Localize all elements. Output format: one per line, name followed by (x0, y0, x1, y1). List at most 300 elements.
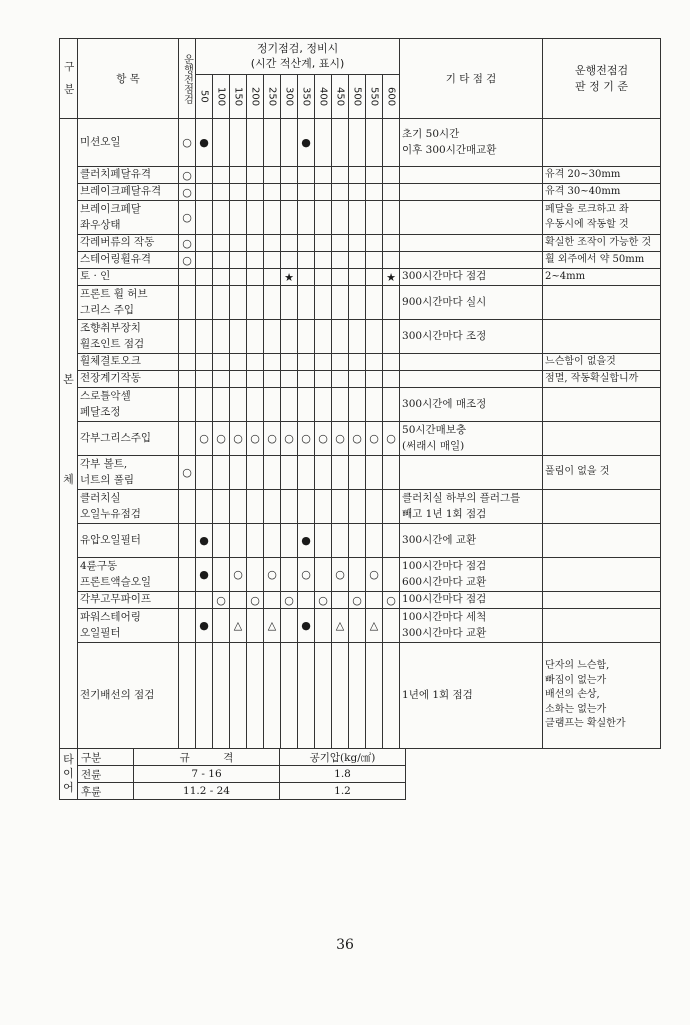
item-name (78, 422, 179, 456)
interval-mark (383, 456, 400, 490)
interval-mark: ○ (332, 422, 349, 456)
item-name-line: 브레이크페달유격 (80, 185, 162, 198)
interval-mark (366, 354, 383, 371)
interval-mark (315, 643, 332, 749)
interval-mark (247, 643, 264, 749)
pre-check-mark: ○ (179, 201, 196, 235)
criteria-header-line1: 운행전점검 (574, 63, 629, 77)
other-check-note (400, 609, 543, 643)
item-name (78, 269, 179, 286)
other-check-note (400, 286, 543, 320)
interval-mark (230, 167, 247, 184)
interval-mark (281, 371, 298, 388)
pre-check-mark (179, 592, 196, 609)
item-name (78, 609, 179, 643)
criteria-text (543, 320, 661, 354)
table-row (60, 388, 661, 422)
interval-mark (247, 269, 264, 286)
table-row (60, 609, 661, 643)
interval-mark (298, 490, 315, 524)
interval-mark (264, 235, 281, 252)
interval-mark (264, 167, 281, 184)
tire-section-char: 이 (63, 767, 74, 781)
item-name-line: 클러치페달유격 (80, 168, 152, 181)
table-row (60, 490, 661, 524)
interval-mark (349, 201, 366, 235)
item-name-line: 각부고무파이프 (80, 593, 152, 606)
criteria-header (543, 39, 661, 119)
table-row (60, 558, 661, 592)
interval-mark (196, 643, 213, 749)
body-section-label (60, 119, 78, 749)
interval-mark (366, 320, 383, 354)
interval-mark: ★ (281, 269, 298, 286)
interval-mark (213, 119, 230, 167)
body-section-char: 체 (63, 472, 74, 486)
interval-mark (230, 235, 247, 252)
pre-check-mark (179, 422, 196, 456)
pre-check-mark (179, 609, 196, 643)
table-row (60, 456, 661, 490)
criteria-text (543, 286, 661, 320)
interval-mark (264, 286, 281, 320)
interval-header: 300 (281, 75, 298, 119)
interval-header: 50 (196, 75, 213, 119)
criteria-line: 소화는 없는가 (545, 703, 607, 715)
table-row (60, 422, 661, 456)
interval-mark (213, 201, 230, 235)
interval-mark (349, 354, 366, 371)
other-check-line: 100시간마다 세척 (402, 611, 487, 624)
pre-check-mark: ○ (179, 119, 196, 167)
interval-mark (230, 252, 247, 269)
item-name-line: 각부 볼트, (80, 458, 128, 471)
other-check-line: 클러치실 하부의 플러그를 (402, 492, 521, 505)
item-name (78, 643, 179, 749)
item-name (78, 388, 179, 422)
interval-mark (315, 167, 332, 184)
item-name (78, 119, 179, 167)
interval-mark (332, 286, 349, 320)
other-check-line: (써래시 매일) (402, 439, 465, 452)
other-check-line: 100시간마다 점검 (402, 560, 487, 573)
interval-mark: △ (264, 609, 281, 643)
interval-header: 100 (213, 75, 230, 119)
item-name-line: 4륜구동 (80, 560, 118, 573)
interval-mark (247, 388, 264, 422)
page-number: 36 (336, 937, 354, 953)
other-check-note (400, 119, 543, 167)
interval-mark: ○ (332, 558, 349, 592)
interval-mark: ○ (264, 422, 281, 456)
item-name-line: 토 · 인 (80, 270, 111, 283)
tire-front-spec: 7 - 16 (134, 766, 280, 783)
interval-mark (264, 490, 281, 524)
interval-mark (264, 184, 281, 201)
other-check-note (400, 388, 543, 422)
interval-mark (247, 371, 264, 388)
item-name-line: 각레버류의 작동 (80, 236, 155, 249)
interval-mark (281, 558, 298, 592)
interval-mark: ★ (383, 269, 400, 286)
interval-mark (230, 592, 247, 609)
pre-check-mark: ○ (179, 184, 196, 201)
tire-spec-header: 규 격 (134, 749, 280, 766)
interval-mark (298, 184, 315, 201)
interval-mark: ○ (230, 558, 247, 592)
criteria-header-line2: 판 정 기 준 (575, 79, 629, 93)
interval-mark (315, 201, 332, 235)
interval-mark: ○ (230, 422, 247, 456)
interval-mark (383, 286, 400, 320)
interval-mark (366, 286, 383, 320)
interval-mark (366, 184, 383, 201)
interval-mark (264, 371, 281, 388)
interval-mark (383, 201, 400, 235)
interval-mark (230, 456, 247, 490)
pre-check-header: 운행전점검 (179, 39, 196, 119)
criteria-text (543, 609, 661, 643)
interval-mark (332, 524, 349, 558)
criteria-text (543, 558, 661, 592)
interval-mark (298, 388, 315, 422)
interval-mark (383, 524, 400, 558)
other-check-header: 기 타 점 검 (400, 39, 543, 119)
item-name-line: 프론트 휠 허브 (80, 288, 148, 301)
criteria-text (543, 371, 661, 388)
interval-mark (247, 320, 264, 354)
interval-mark (332, 643, 349, 749)
criteria-line: 휠 외주에서 약 50mm (545, 253, 645, 265)
interval-mark (349, 167, 366, 184)
interval-mark (247, 119, 264, 167)
table-row (60, 643, 661, 749)
interval-mark (196, 252, 213, 269)
tire-front-pressure: 1.8 (280, 766, 406, 783)
criteria-line: 확실한 조작이 가능한 것 (545, 236, 652, 248)
interval-mark (247, 609, 264, 643)
interval-mark (366, 371, 383, 388)
other-check-note (400, 269, 543, 286)
item-name (78, 201, 179, 235)
interval-mark (213, 371, 230, 388)
interval-mark (315, 252, 332, 269)
interval-mark (264, 592, 281, 609)
interval-mark (298, 286, 315, 320)
interval-mark (264, 269, 281, 286)
interval-header: 350 (298, 75, 315, 119)
interval-mark (264, 201, 281, 235)
interval-mark (366, 252, 383, 269)
interval-mark (332, 592, 349, 609)
interval-mark: ○ (315, 422, 332, 456)
interval-mark (230, 643, 247, 749)
interval-mark (196, 371, 213, 388)
table-row (60, 252, 661, 269)
interval-mark (366, 167, 383, 184)
item-name (78, 167, 179, 184)
interval-mark: △ (332, 609, 349, 643)
interval-mark (264, 388, 281, 422)
table-row (60, 286, 661, 320)
interval-mark: ● (196, 524, 213, 558)
item-name-line: 각부그리스주입 (80, 431, 152, 444)
interval-mark (332, 235, 349, 252)
interval-mark (281, 286, 298, 320)
item-name-line: 유압오일필터 (80, 533, 141, 546)
interval-mark (383, 167, 400, 184)
item-name-line: 휠조인트 점검 (80, 337, 145, 350)
pre-check-mark: ○ (179, 235, 196, 252)
interval-mark (383, 558, 400, 592)
interval-header: 600 (383, 75, 400, 119)
interval-mark: ○ (383, 422, 400, 456)
pre-check-mark (179, 320, 196, 354)
other-check-line: 300시간마다 점검 (402, 270, 487, 283)
item-name (78, 371, 179, 388)
interval-mark (383, 354, 400, 371)
interval-mark (213, 456, 230, 490)
tire-front-type: 전륜 (78, 766, 134, 783)
interval-mark (383, 643, 400, 749)
pre-check-mark (179, 286, 196, 320)
other-check-note (400, 558, 543, 592)
interval-mark (264, 252, 281, 269)
interval-mark (281, 119, 298, 167)
tire-type-header: 구분 (78, 749, 134, 766)
interval-mark (196, 235, 213, 252)
interval-mark (196, 320, 213, 354)
table-row (60, 371, 661, 388)
tire-section-label (60, 749, 78, 800)
criteria-line: 배선의 손상, (545, 689, 600, 701)
section-header (60, 39, 78, 119)
interval-mark (383, 371, 400, 388)
interval-header: 500 (349, 75, 366, 119)
interval-mark (298, 643, 315, 749)
interval-mark (281, 235, 298, 252)
interval-mark (315, 320, 332, 354)
periodic-header-line2: (시간 적산계, 표시) (250, 56, 345, 70)
interval-mark: ● (196, 609, 213, 643)
interval-mark (298, 592, 315, 609)
interval-mark (213, 184, 230, 201)
interval-mark (281, 354, 298, 371)
interval-mark (315, 269, 332, 286)
interval-mark (298, 252, 315, 269)
interval-mark (349, 286, 366, 320)
interval-mark (196, 388, 213, 422)
interval-mark (281, 609, 298, 643)
other-check-line: 900시간마다 실시 (402, 295, 487, 308)
interval-mark (332, 252, 349, 269)
item-name (78, 354, 179, 371)
tire-section-char: 타 (63, 753, 74, 767)
interval-mark (281, 201, 298, 235)
other-check-note (400, 371, 543, 388)
pre-check-mark (179, 643, 196, 749)
interval-mark (298, 371, 315, 388)
criteria-text (543, 490, 661, 524)
other-check-note (400, 201, 543, 235)
item-name-line: 너트의 풀림 (80, 473, 135, 486)
other-check-note (400, 252, 543, 269)
interval-mark (213, 609, 230, 643)
interval-mark (281, 524, 298, 558)
pre-check-mark (179, 524, 196, 558)
criteria-line: 점멸, 작동확실합니까 (545, 372, 639, 384)
interval-mark (315, 456, 332, 490)
interval-mark (315, 184, 332, 201)
interval-mark (196, 456, 213, 490)
interval-mark: △ (366, 609, 383, 643)
other-check-line: 이후 300시간매교환 (402, 143, 497, 156)
interval-mark (230, 490, 247, 524)
criteria-line: 단자의 느슨함, (545, 660, 610, 672)
item-name-line: 조향취부장치 (80, 322, 141, 335)
table-row (60, 592, 661, 609)
interval-mark (230, 388, 247, 422)
interval-mark (366, 524, 383, 558)
section-header-text: 구 분 (62, 60, 75, 94)
interval-mark: ○ (298, 422, 315, 456)
other-check-note (400, 320, 543, 354)
tire-rear-type: 후륜 (78, 783, 134, 800)
interval-mark: △ (230, 609, 247, 643)
other-check-note (400, 456, 543, 490)
item-name-line: 전기배선의 점검 (80, 688, 155, 701)
interval-mark (230, 286, 247, 320)
interval-mark (196, 269, 213, 286)
criteria-text (543, 592, 661, 609)
other-check-line: 빼고 1년 1회 점검 (402, 507, 487, 520)
body-section-char: 본 (63, 372, 74, 386)
interval-mark (315, 371, 332, 388)
pre-check-mark (179, 490, 196, 524)
interval-mark (281, 643, 298, 749)
interval-mark (315, 558, 332, 592)
interval-mark (349, 252, 366, 269)
other-check-line: 600시간마다 교환 (402, 575, 487, 588)
criteria-line: 빠짐이 없는가 (545, 674, 607, 686)
interval-mark (349, 269, 366, 286)
interval-mark (349, 235, 366, 252)
interval-mark (332, 167, 349, 184)
interval-mark (230, 354, 247, 371)
table-row (60, 524, 661, 558)
interval-mark (230, 371, 247, 388)
interval-mark (366, 490, 383, 524)
interval-mark (298, 456, 315, 490)
interval-mark (264, 524, 281, 558)
interval-header: 450 (332, 75, 349, 119)
periodic-header-line1: 정기점검, 정비시 (256, 41, 339, 55)
item-name (78, 490, 179, 524)
interval-mark: ○ (366, 558, 383, 592)
interval-mark (213, 524, 230, 558)
item-name-line: 스테어링휠유격 (80, 253, 152, 266)
interval-mark (366, 235, 383, 252)
item-name-line: 스로틀악셀 (80, 390, 131, 403)
interval-mark (332, 119, 349, 167)
criteria-text (543, 269, 661, 286)
pre-check-mark (179, 371, 196, 388)
criteria-text (543, 388, 661, 422)
interval-header: 250 (264, 75, 281, 119)
interval-mark (383, 609, 400, 643)
interval-mark (230, 201, 247, 235)
item-name-line: 휠체결토오크 (80, 355, 141, 368)
item-name-line: 프론트액슬오일 (80, 575, 152, 588)
other-check-line: 300시간에 교환 (402, 533, 477, 546)
interval-mark (247, 524, 264, 558)
interval-mark: ○ (366, 422, 383, 456)
tire-pressure-header: 공기압(kg/㎠) (280, 749, 406, 766)
interval-mark (264, 456, 281, 490)
tire-rear-spec: 11.2 - 24 (134, 783, 280, 800)
interval-mark (264, 354, 281, 371)
interval-mark (315, 490, 332, 524)
interval-mark (247, 201, 264, 235)
interval-mark (315, 286, 332, 320)
interval-mark (366, 388, 383, 422)
interval-mark (383, 235, 400, 252)
interval-mark: ○ (349, 422, 366, 456)
table-row (60, 184, 661, 201)
interval-mark (349, 184, 366, 201)
interval-mark (281, 167, 298, 184)
interval-mark: ○ (281, 592, 298, 609)
item-name-line: 파워스테어링 (80, 611, 141, 624)
interval-mark (383, 320, 400, 354)
criteria-text (543, 422, 661, 456)
pre-check-mark (179, 354, 196, 371)
interval-mark (349, 524, 366, 558)
interval-mark (298, 320, 315, 354)
interval-mark (213, 269, 230, 286)
table-row (60, 201, 661, 235)
interval-mark (383, 490, 400, 524)
interval-mark: ○ (247, 422, 264, 456)
criteria-text (543, 167, 661, 184)
interval-mark (213, 252, 230, 269)
interval-mark (230, 119, 247, 167)
interval-mark (247, 558, 264, 592)
pre-check-mark: ○ (179, 167, 196, 184)
interval-mark (230, 524, 247, 558)
criteria-text (543, 184, 661, 201)
interval-mark (315, 354, 332, 371)
interval-mark (332, 456, 349, 490)
interval-mark: ○ (196, 422, 213, 456)
interval-mark (281, 490, 298, 524)
criteria-text (543, 119, 661, 167)
item-name-line: 클러치실 (80, 492, 121, 505)
criteria-text (543, 201, 661, 235)
interval-mark (230, 269, 247, 286)
other-check-line: 1년에 1회 점검 (402, 688, 473, 701)
interval-mark (315, 524, 332, 558)
item-name (78, 524, 179, 558)
other-check-note (400, 167, 543, 184)
item-name (78, 286, 179, 320)
other-check-line: 300시간마다 조정 (402, 329, 487, 342)
interval-mark: ○ (213, 422, 230, 456)
interval-mark (247, 354, 264, 371)
interval-mark (366, 269, 383, 286)
criteria-text (543, 235, 661, 252)
pre-check-mark: ○ (179, 456, 196, 490)
